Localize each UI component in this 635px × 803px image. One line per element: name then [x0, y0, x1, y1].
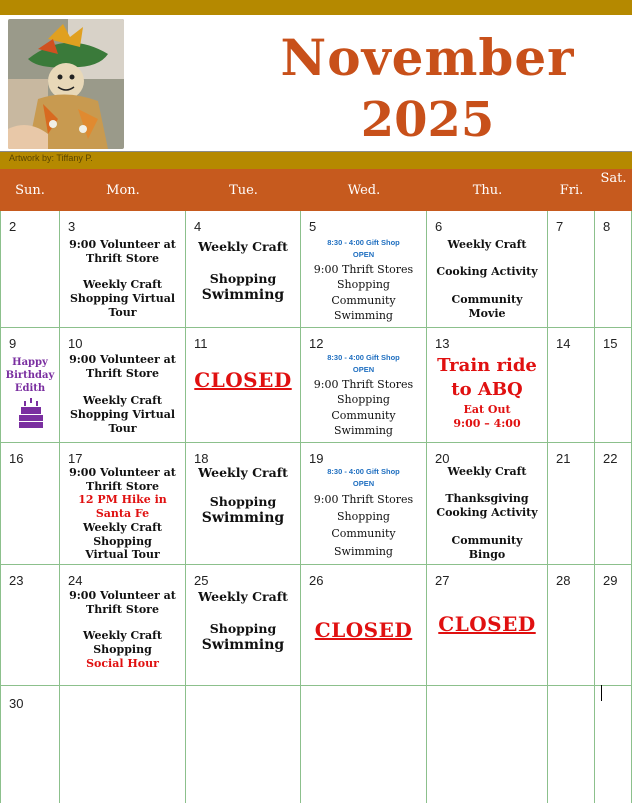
day-number: 22 — [603, 451, 618, 466]
weekday-fri: Fri. — [559, 182, 584, 198]
day-cell[interactable] — [0, 686, 60, 803]
day-cell[interactable] — [548, 686, 595, 803]
weekday-wed: Wed. — [347, 182, 381, 198]
event-hike: 12 PM Hike in Santa Fe — [78, 493, 167, 520]
event-gift-shop-open: OPEN — [352, 479, 375, 488]
closed-label: CLOSED — [314, 618, 413, 642]
event-cooking-activity: Cooking Activity — [436, 265, 538, 278]
event-eat-out-time: 9:00 – 4:00 — [453, 417, 521, 430]
day-number: 25 — [194, 573, 209, 588]
event-gift-shop: 8:30 - 4:00 Gift Shop — [327, 238, 400, 247]
day-number: 27 — [435, 573, 450, 588]
day-number: 14 — [556, 336, 571, 351]
event-gift-shop-open: OPEN — [352, 365, 375, 374]
top-accent-bar — [0, 0, 632, 15]
day-number: 21 — [556, 451, 571, 466]
day-number: 5 — [309, 219, 317, 234]
day-cell[interactable] — [186, 686, 301, 803]
day-cell[interactable] — [427, 211, 548, 328]
month-year-title — [250, 27, 605, 151]
event-volunteer: 9:00 Volunteer at Thrift Store — [69, 238, 176, 265]
day-cell[interactable] — [427, 443, 548, 565]
day-cell[interactable] — [427, 686, 548, 803]
event-thrift-stores: 9:00 Thrift Stores — [313, 378, 414, 391]
calendar-grid — [0, 211, 632, 803]
day-number: 12 — [309, 336, 324, 351]
day-number: 26 — [309, 573, 324, 588]
day-cell[interactable] — [186, 328, 301, 443]
day-cell[interactable] — [427, 565, 548, 686]
day-cell[interactable] — [548, 211, 595, 328]
day-cell[interactable] — [595, 565, 632, 686]
event-craft-shopping-tour: Weekly Craft Shopping Virtual Tour — [69, 394, 176, 435]
day-cell[interactable] — [301, 686, 427, 803]
day-cell[interactable] — [60, 686, 186, 803]
event-swimming: Swimming — [334, 545, 393, 558]
day-number: 3 — [68, 219, 76, 234]
event-swimming: Swimming — [201, 637, 285, 653]
event-virtual-tour: Virtual Tour — [85, 548, 160, 561]
day-number: 7 — [556, 219, 564, 234]
day-cell[interactable] — [186, 211, 301, 328]
day-number: 4 — [194, 219, 202, 234]
day-cell[interactable] — [595, 211, 632, 328]
event-weekly-craft: Weekly Craft — [198, 589, 288, 604]
day-number: 2 — [9, 219, 17, 234]
event-shopping: Shopping — [337, 510, 390, 523]
day-cell[interactable] — [595, 686, 632, 803]
event-volunteer: 9:00 Volunteer at Thrift Store — [69, 466, 176, 493]
event-gift-shop: 8:30 - 4:00 Gift Shop — [327, 353, 400, 362]
year-title: 2025 — [360, 92, 495, 148]
event-social-hour: Social Hour — [86, 657, 159, 670]
event-gift-shop-open: OPEN — [352, 250, 375, 259]
day-number: 30 — [9, 696, 24, 711]
closed-label: CLOSED — [438, 612, 536, 636]
event-community: Community — [331, 527, 396, 540]
day-cell[interactable] — [548, 443, 595, 565]
day-number: 19 — [309, 451, 324, 466]
day-number: 20 — [435, 451, 450, 466]
event-shopping: Shopping — [337, 278, 390, 291]
event-train-ride: Train ride to ABQ — [437, 355, 537, 400]
event-weekly-craft-shopping: Weekly Craft Shopping — [83, 629, 162, 656]
day-cell[interactable] — [301, 328, 427, 443]
day-cell[interactable] — [301, 565, 427, 686]
scarecrow-artwork-image — [8, 19, 124, 149]
day-number: 6 — [435, 219, 443, 234]
event-eat-out: Eat Out — [463, 403, 511, 416]
event-thrift-stores: 9:00 Thrift Stores — [313, 493, 414, 506]
day-cell[interactable] — [0, 328, 60, 443]
day-number: 16 — [9, 451, 24, 466]
weekday-thu: Thu. — [472, 182, 503, 198]
day-cell[interactable] — [0, 211, 60, 328]
event-thanksgiving-cooking: Thanksgiving Cooking Activity — [436, 492, 538, 519]
month-title: November — [280, 28, 575, 87]
event-swimming: Swimming — [201, 287, 285, 303]
event-community-movie: Community Movie — [451, 293, 523, 320]
event-swimming: Swimming — [201, 510, 285, 526]
artwork-credit-bar — [0, 152, 632, 169]
event-shopping: Shopping — [209, 271, 277, 286]
day-cell[interactable] — [60, 443, 186, 565]
event-shopping: Shopping — [337, 393, 390, 406]
day-cell[interactable] — [60, 328, 186, 443]
day-cell[interactable] — [0, 565, 60, 686]
event-swimming: Swimming — [334, 309, 393, 322]
day-cell[interactable] — [548, 565, 595, 686]
weekday-sun: Sun. — [15, 182, 45, 198]
day-cell[interactable] — [60, 565, 186, 686]
birthday-cake-icon — [19, 398, 43, 432]
day-number: 29 — [603, 573, 618, 588]
weekday-mon: Mon. — [106, 182, 140, 198]
event-community: Community — [331, 294, 396, 307]
day-cell[interactable] — [301, 443, 427, 565]
event-thrift-stores: 9:00 Thrift Stores — [313, 263, 414, 276]
day-number: 17 — [68, 451, 83, 466]
event-weekly-craft: Weekly Craft — [447, 238, 527, 251]
calendar-header — [0, 15, 632, 152]
event-volunteer: 9:00 Volunteer at Thrift Store — [69, 353, 176, 380]
event-weekly-craft: Weekly Craft — [447, 465, 527, 478]
day-cell[interactable] — [427, 328, 548, 443]
day-number: 18 — [194, 451, 209, 466]
day-number: 24 — [68, 573, 83, 588]
event-birthday: Happy Birthday Edith — [5, 357, 55, 394]
day-number: 13 — [435, 336, 450, 351]
closed-label: CLOSED — [194, 368, 292, 392]
event-community: Community — [331, 409, 396, 422]
event-swimming: Swimming — [334, 424, 393, 437]
day-number: 9 — [9, 336, 17, 351]
event-shopping: Shopping — [209, 494, 277, 509]
day-cell[interactable] — [0, 443, 60, 565]
event-community-bingo: Community Bingo — [451, 534, 523, 561]
day-number: 10 — [68, 336, 83, 351]
day-cell[interactable] — [186, 443, 301, 565]
weekday-header-row — [0, 169, 632, 211]
weekday-tue: Tue. — [229, 182, 258, 198]
event-weekly-craft: Weekly Craft — [198, 465, 288, 480]
event-gift-shop: 8:30 - 4:00 Gift Shop — [327, 467, 400, 476]
day-number: 15 — [603, 336, 618, 351]
event-weekly-craft: Weekly Craft — [198, 239, 288, 254]
day-cell[interactable] — [595, 328, 632, 443]
day-number: 8 — [603, 219, 611, 234]
event-shopping: Shopping — [209, 621, 277, 636]
artwork-credit: Artwork by: Tiffany P. — [9, 153, 93, 163]
day-cell[interactable] — [60, 211, 186, 328]
day-cell[interactable] — [186, 565, 301, 686]
text-cursor — [601, 685, 602, 701]
day-cell[interactable] — [548, 328, 595, 443]
day-cell[interactable] — [595, 443, 632, 565]
day-number: 11 — [194, 336, 208, 351]
day-cell[interactable] — [301, 211, 427, 328]
event-volunteer: 9:00 Volunteer at Thrift Store — [69, 589, 176, 616]
event-weekly-craft-shopping: Weekly Craft Shopping — [83, 521, 162, 548]
weekday-sat: Sat. — [600, 171, 627, 186]
day-number: 28 — [556, 573, 571, 588]
day-number: 23 — [9, 573, 24, 588]
event-craft-shopping-tour: Weekly Craft Shopping Virtual Tour — [69, 278, 176, 319]
